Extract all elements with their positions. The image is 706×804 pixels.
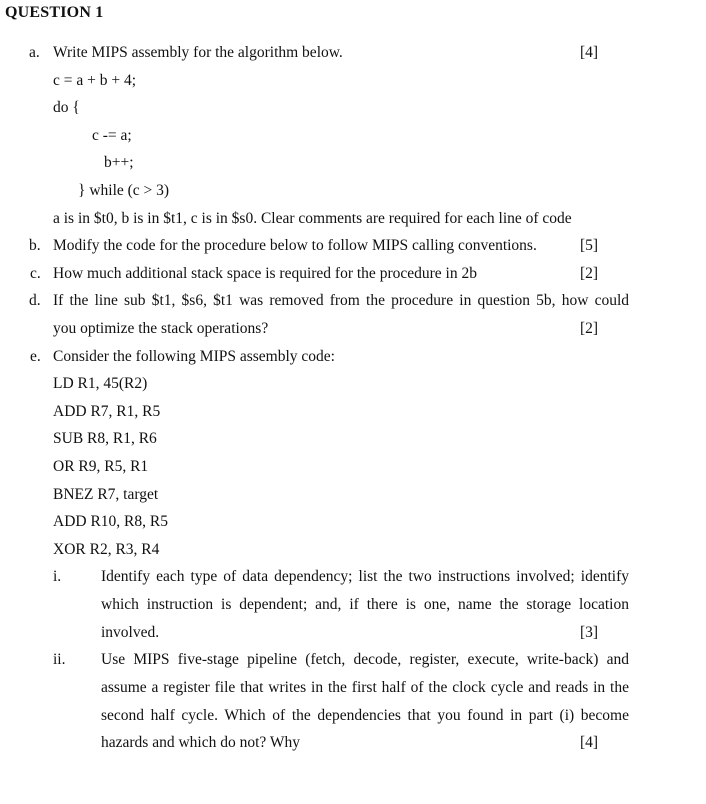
subpart-ii-line: second half cycle. Which of the dependencies that you found in part (i) become <box>101 707 629 724</box>
part-a-text: Write MIPS assembly for the algorithm below. <box>53 44 343 61</box>
code-line: b++; <box>104 154 134 171</box>
part-a-label: a. <box>29 44 40 61</box>
asm-line: LD R1, 45(R2) <box>53 375 148 392</box>
code-line: c = a + b + 4; <box>53 72 137 89</box>
subpart-ii-line: assume a register file that writes in the first half of the clock cycle and reads in the <box>101 679 629 696</box>
part-c-text: How much additional stack space is required for the procedure in 2b <box>53 265 477 282</box>
subpart-i-line: involved. <box>101 624 160 641</box>
subpart-ii-line: Use MIPS five-stage pipeline (fetch, decode, register, execute, write-back) and <box>101 651 629 668</box>
asm-line: ADD R10, R8, R5 <box>53 513 168 530</box>
code-line: c -= a; <box>92 127 132 144</box>
part-b-label: b. <box>29 237 41 254</box>
subpart-i-marks: [3] <box>580 624 599 641</box>
part-c-marks: [2] <box>580 265 599 282</box>
asm-line: XOR R2, R3, R4 <box>53 541 160 558</box>
asm-line: BNEZ R7, target <box>53 486 159 503</box>
part-d-line: If the line sub $t1, $s6, $t1 was removed from the procedure in question 5b, how could <box>53 292 629 309</box>
subpart-i-label: i. <box>53 568 62 585</box>
part-b-marks: [5] <box>580 237 599 254</box>
part-e-text: Consider the following MIPS assembly code: <box>53 348 335 365</box>
code-line: do { <box>53 99 80 116</box>
subpart-ii-label: ii. <box>53 651 66 668</box>
part-c-label: c. <box>30 265 41 282</box>
question-title: QUESTION 1 <box>5 4 104 21</box>
part-d-marks: [2] <box>580 320 599 337</box>
subpart-ii-line: hazards and which do not? Why <box>101 734 301 751</box>
subpart-i-line: Identify each type of data dependency; list the two instructions involved; identify <box>101 568 629 585</box>
part-d-label: d. <box>29 292 41 309</box>
part-e-label: e. <box>30 348 41 365</box>
part-a-marks: [4] <box>580 44 599 61</box>
part-d-line: you optimize the stack operations? <box>53 320 269 337</box>
subpart-ii-marks: [4] <box>580 734 599 751</box>
part-b-text: Modify the code for the procedure below to follow MIPS calling conventions. <box>53 237 537 254</box>
code-line: } while (c > 3) <box>78 182 170 199</box>
asm-line: OR R9, R5, R1 <box>53 458 149 475</box>
asm-line: SUB R8, R1, R6 <box>53 430 157 447</box>
subpart-i-line: which instruction is dependent; and, if there is one, name the storage location <box>101 596 629 613</box>
part-a-note: a is in $t0, b is in $t1, c is in $s0. Clear comments are required for each line of code <box>53 210 572 227</box>
asm-line: ADD R7, R1, R5 <box>53 403 161 420</box>
